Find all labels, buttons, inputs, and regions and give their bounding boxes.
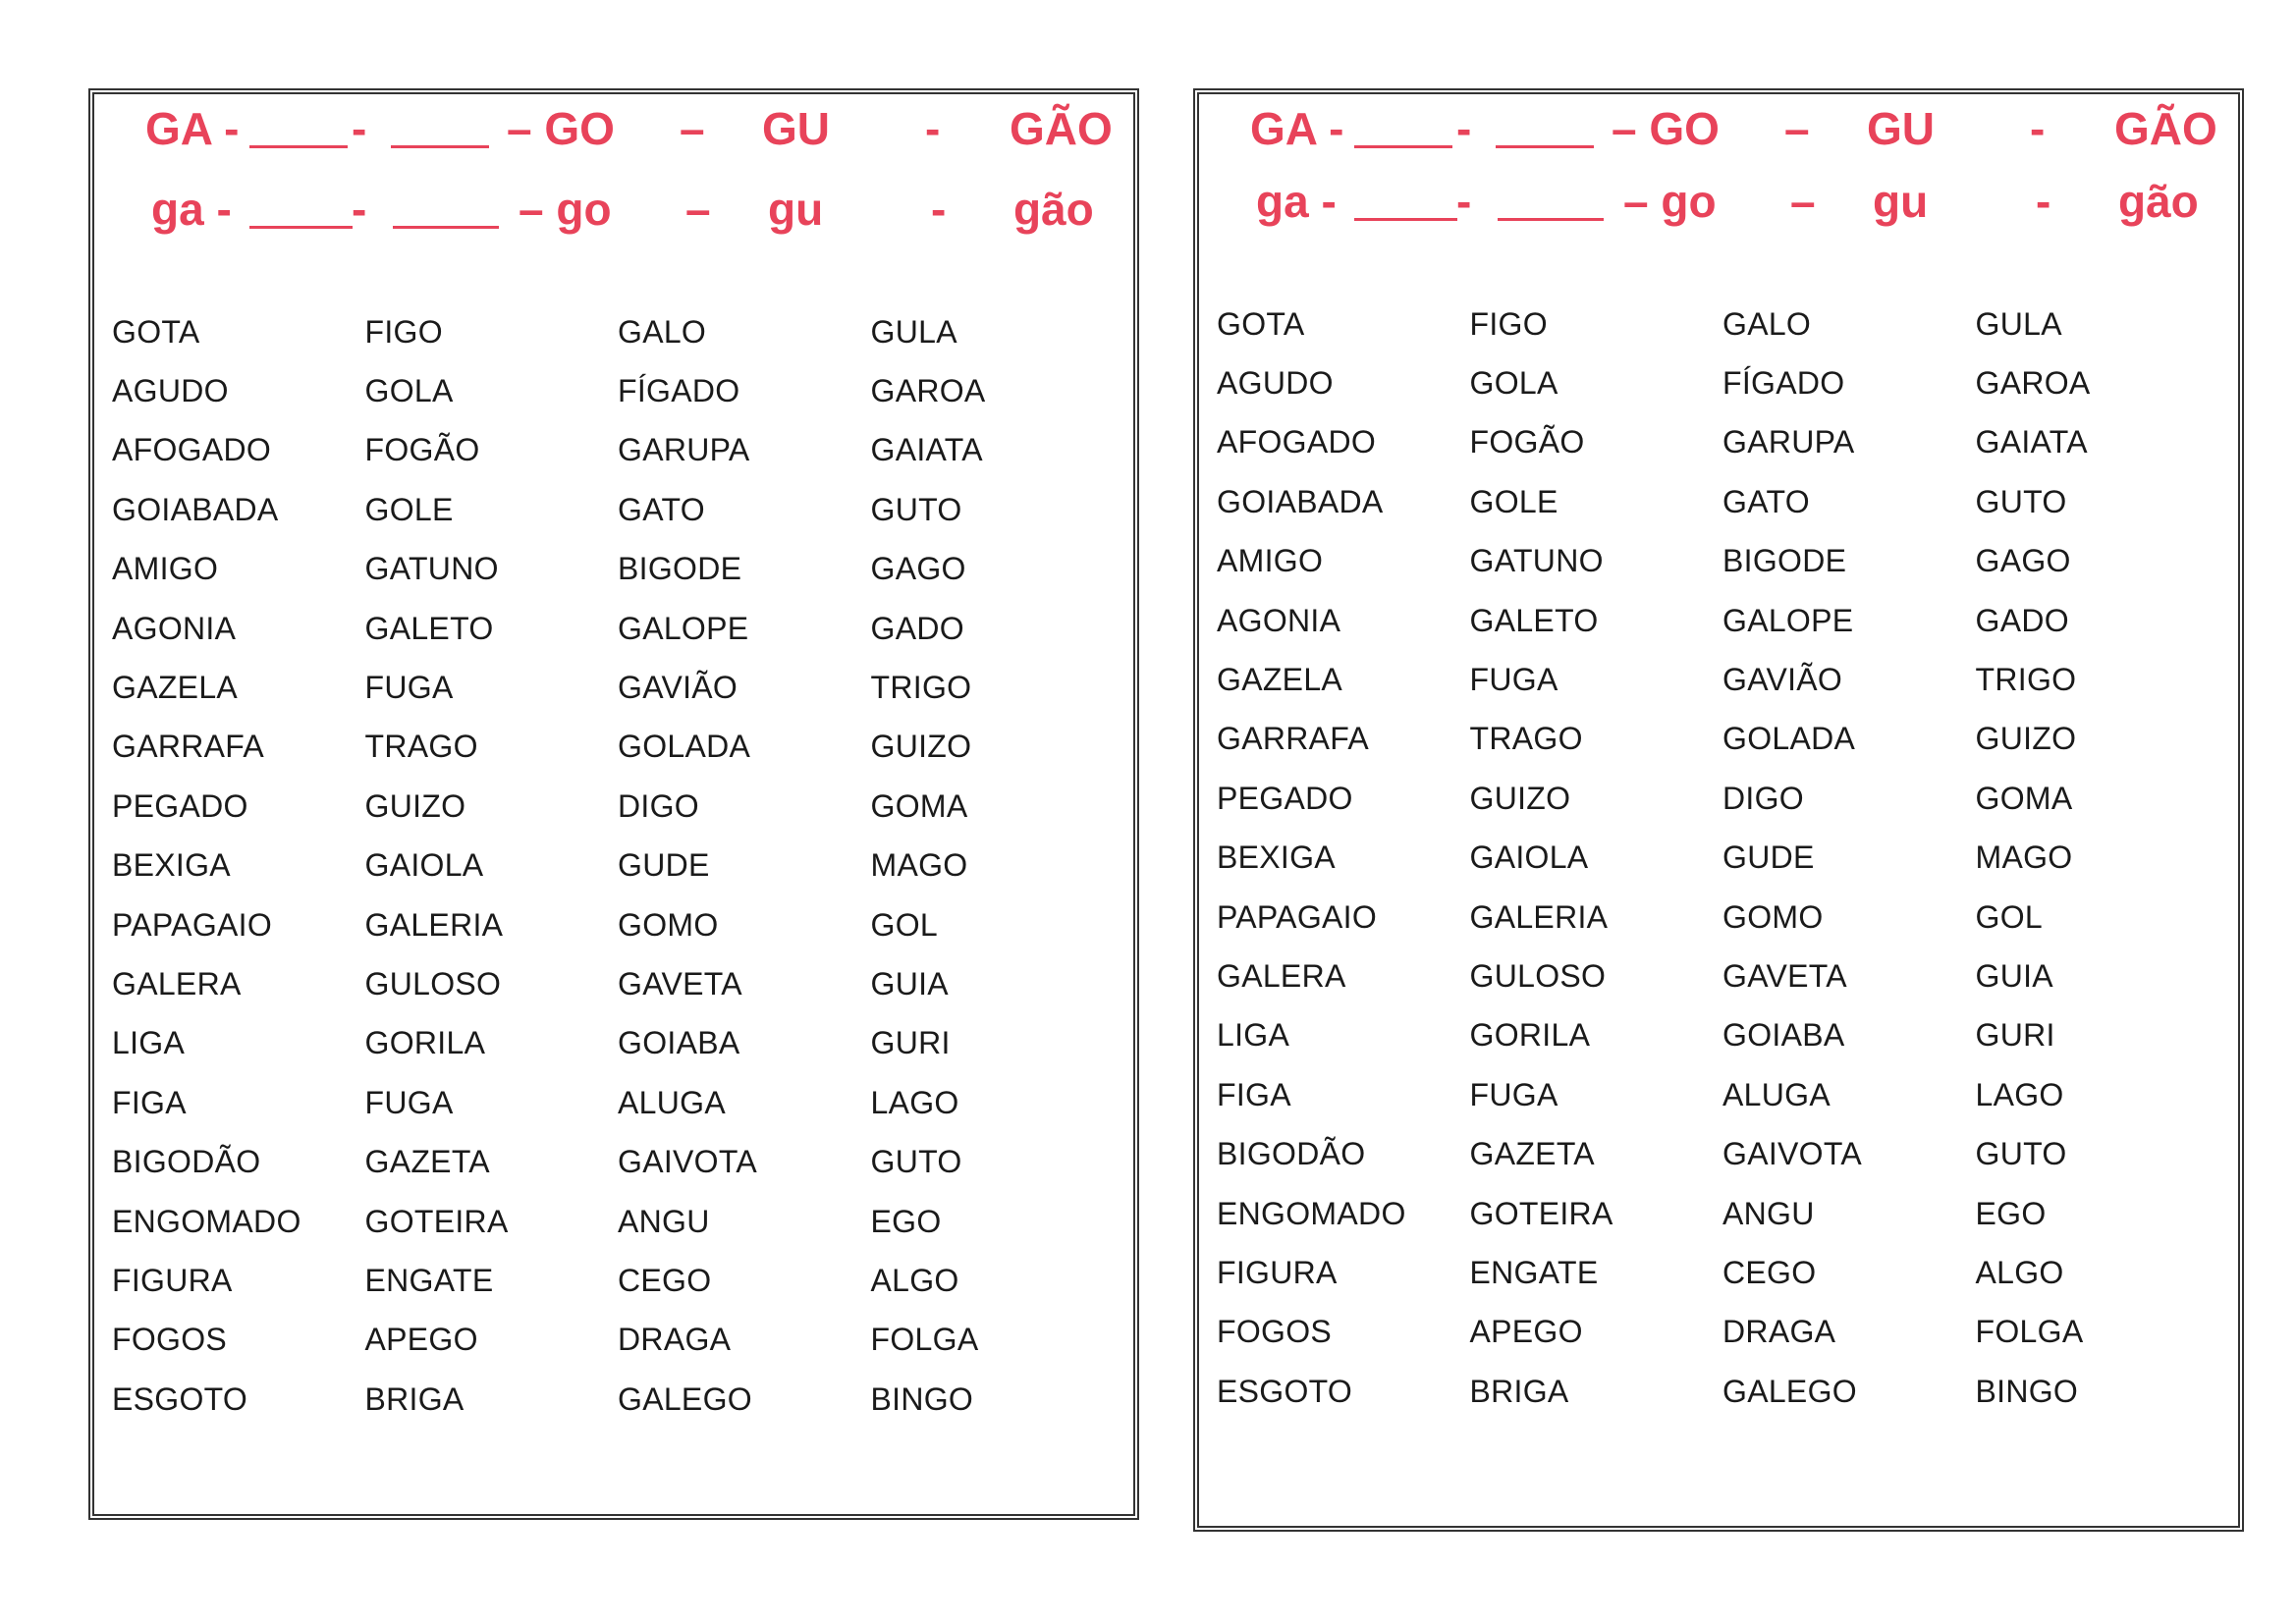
word-row (1217, 888, 2228, 947)
header-syllable-ga: ga - (1256, 176, 1337, 227)
word: FIGO (364, 313, 443, 350)
word: GARUPA (618, 432, 750, 468)
word-row (1217, 1362, 2228, 1421)
word-row (1217, 710, 2228, 769)
word: GAIATA (1975, 424, 2088, 460)
word: GALEGO (1722, 1373, 1857, 1409)
word: AGONIA (112, 610, 237, 646)
word: LAGO (1975, 1076, 2064, 1112)
header-syllable-ga: ga - (151, 184, 232, 235)
word: GATO (618, 491, 705, 527)
word: BINGO (1975, 1373, 2079, 1409)
word: GAIOLA (1469, 839, 1589, 876)
word: GATUNO (364, 551, 499, 587)
word-row (112, 1192, 1123, 1251)
word: FUGA (1469, 662, 1558, 698)
word: MAGO (870, 847, 968, 884)
word: GORILA (1469, 1017, 1591, 1054)
word: FIGURA (1217, 1254, 1338, 1290)
word: GAZETA (364, 1144, 490, 1180)
word: BIGODE (1722, 543, 1847, 579)
word: FIGURA (112, 1262, 233, 1298)
word: GALETO (364, 610, 494, 646)
word: APEGO (364, 1322, 478, 1358)
word: BEXIGA (1217, 839, 1336, 876)
word-row (1217, 1006, 2228, 1065)
word: FOLGA (1975, 1314, 2084, 1350)
word-row (112, 658, 1123, 717)
word-row (1217, 1065, 2228, 1124)
word: CEGO (618, 1262, 712, 1298)
header-blank-1 (1354, 175, 1457, 232)
word: ESGOTO (112, 1380, 248, 1417)
word: BEXIGA (112, 847, 231, 884)
word: GULOSO (1469, 957, 1607, 994)
word: EGO (1975, 1195, 2047, 1231)
word: GULA (1975, 305, 2062, 342)
word: GULOSO (364, 965, 502, 1001)
word: GOLADA (1722, 721, 1856, 757)
word: ANGU (618, 1203, 710, 1239)
word: BRIGA (1469, 1373, 1569, 1409)
header-syllable-gao: gão (1013, 184, 1094, 235)
word: AGUDO (1217, 365, 1334, 402)
word: AFOGADO (1217, 424, 1377, 460)
word: GOIABA (1722, 1017, 1845, 1054)
word-row (112, 361, 1123, 420)
word: GAIVOTA (618, 1144, 757, 1180)
word: GAROA (870, 373, 986, 409)
word-row (1217, 1243, 2228, 1302)
word: GUTO (870, 491, 962, 527)
word-row (1217, 829, 2228, 888)
word: FOGOS (112, 1322, 228, 1358)
word-row (112, 1073, 1123, 1132)
word: GOMO (618, 906, 719, 943)
word: FÍGADO (1722, 365, 1845, 402)
header-blank-2 (391, 102, 489, 159)
word: EGO (870, 1203, 942, 1239)
word: TRAGO (364, 729, 478, 765)
word: FÍGADO (618, 373, 740, 409)
word: GALERA (112, 965, 242, 1001)
word: GOMO (1722, 898, 1824, 935)
word: DRAGA (1722, 1314, 1836, 1350)
word: BRIGA (364, 1380, 465, 1417)
word: GOMA (870, 787, 968, 824)
header-syllable-gao: GÃO (1010, 103, 1113, 154)
word: CEGO (1722, 1254, 1817, 1290)
word: ESGOTO (1217, 1373, 1353, 1409)
word: AMIGO (112, 551, 219, 587)
word: AGONIA (1217, 602, 1341, 638)
word-grid (1217, 295, 2228, 1421)
word-row (112, 777, 1123, 836)
word: APEGO (1469, 1314, 1583, 1350)
header-blank-2 (1498, 175, 1604, 232)
word: GOL (870, 906, 938, 943)
word-row (1217, 532, 2228, 591)
word: GUIZO (1469, 780, 1571, 816)
word: FUGA (364, 670, 454, 706)
header-dash: – (1790, 176, 1816, 227)
word: FIGO (1469, 305, 1548, 342)
word: GOIABADA (1217, 483, 1384, 519)
word: GAGO (1975, 543, 2071, 579)
header-blank-1 (1354, 102, 1452, 159)
header-syllable-gu: GU (762, 103, 830, 154)
word: ANGU (1722, 1195, 1815, 1231)
word: GOIABADA (112, 491, 279, 527)
word: BINGO (870, 1380, 974, 1417)
syllable-header-upper (134, 102, 1113, 161)
word: AMIGO (1217, 543, 1324, 579)
word: GARUPA (1722, 424, 1855, 460)
word: BIGODÃO (1217, 1136, 1366, 1172)
header-dash: - (352, 103, 367, 154)
word: GAROA (1975, 365, 2091, 402)
header-syllable-go: – go (519, 184, 612, 235)
word: ENGATE (1469, 1254, 1599, 1290)
word: GALOPE (1722, 602, 1854, 638)
header-dash: – (680, 103, 705, 154)
word: AGUDO (112, 373, 229, 409)
word-row (112, 302, 1123, 361)
word: GOLADA (618, 729, 751, 765)
word: DIGO (1722, 780, 1804, 816)
word-row (112, 1014, 1123, 1073)
word: PEGADO (112, 787, 248, 824)
word: GARRAFA (1217, 721, 1370, 757)
header-dash: - (2036, 176, 2051, 227)
word: PEGADO (1217, 780, 1353, 816)
word: GUIZO (364, 787, 466, 824)
word: GAVIÃO (618, 670, 738, 706)
worksheet-card-right (1193, 88, 2244, 1532)
word-row (1217, 1303, 2228, 1362)
word-row (112, 1132, 1123, 1191)
word: PAPAGAIO (1217, 898, 1378, 935)
word: GAIVOTA (1722, 1136, 1862, 1172)
word: GAVETA (618, 965, 742, 1001)
word: GALERIA (364, 906, 504, 943)
header-dash: - (925, 103, 941, 154)
word-row (112, 1311, 1123, 1370)
word: GURI (870, 1025, 951, 1061)
word: BIGODE (618, 551, 742, 587)
word: GAZELA (112, 670, 239, 706)
word-row (1217, 472, 2228, 531)
word: FUGA (1469, 1076, 1558, 1112)
word-grid (112, 302, 1123, 1429)
word: GOTEIRA (1469, 1195, 1613, 1231)
header-dash: - (352, 184, 367, 235)
word: GALO (1722, 305, 1812, 342)
word-row (112, 1370, 1123, 1429)
word: GAZELA (1217, 662, 1343, 698)
word: LIGA (112, 1025, 186, 1061)
word: LIGA (1217, 1017, 1290, 1054)
word-row (1217, 591, 2228, 650)
word: DIGO (618, 787, 699, 824)
word: GADO (870, 610, 964, 646)
word: GAIATA (870, 432, 983, 468)
word: GUIZO (870, 729, 972, 765)
word-row (112, 599, 1123, 658)
header-syllable-gu: GU (1867, 103, 1935, 154)
word: GURI (1975, 1017, 2055, 1054)
syllable-header-lower (1238, 175, 2199, 234)
word: GALETO (1469, 602, 1599, 638)
word: GOTA (1217, 305, 1305, 342)
header-syllable-go: – GO (1612, 103, 1720, 154)
word-row (112, 480, 1123, 539)
word: ALUGA (618, 1084, 726, 1120)
word-row (112, 540, 1123, 599)
word: GUDE (618, 847, 710, 884)
header-dash: – (685, 184, 711, 235)
word-row (112, 421, 1123, 480)
word: GUDE (1722, 839, 1815, 876)
word-row (112, 718, 1123, 777)
syllable-header-upper (1238, 102, 2217, 161)
header-blank-1 (249, 102, 348, 159)
word: GAVIÃO (1722, 662, 1843, 698)
word-row (112, 1251, 1123, 1310)
word: GAIOLA (364, 847, 484, 884)
header-syllable-gao: gão (2118, 176, 2199, 227)
word: GORILA (364, 1025, 486, 1061)
word: MAGO (1975, 839, 2073, 876)
word: ALUGA (1722, 1076, 1831, 1112)
word-row (1217, 769, 2228, 828)
word: FIGA (1217, 1076, 1291, 1112)
word: GULA (870, 313, 957, 350)
word: GUTO (1975, 483, 2067, 519)
word: GADO (1975, 602, 2069, 638)
header-syllable-gu: gu (1873, 176, 1929, 227)
word-row (1217, 1124, 2228, 1183)
word: GOLE (1469, 483, 1558, 519)
word: GATO (1722, 483, 1810, 519)
word: GUTO (870, 1144, 962, 1180)
syllable-header-lower (134, 183, 1094, 242)
word: GOLA (1469, 365, 1558, 402)
worksheet-card-left (88, 88, 1139, 1520)
word: ALGO (870, 1262, 959, 1298)
word: PAPAGAIO (112, 906, 273, 943)
word: GARRAFA (112, 729, 265, 765)
word: GOL (1975, 898, 2043, 935)
word: FIGA (112, 1084, 187, 1120)
word: TRIGO (1975, 662, 2077, 698)
word: GUTO (1975, 1136, 2067, 1172)
word-row (112, 895, 1123, 954)
word: GUIA (870, 965, 949, 1001)
word: FOGÃO (364, 432, 480, 468)
word-row (1217, 947, 2228, 1005)
word: ALGO (1975, 1254, 2064, 1290)
word: TRAGO (1469, 721, 1583, 757)
word: GAZETA (1469, 1136, 1595, 1172)
word: LAGO (870, 1084, 959, 1120)
word: GOTA (112, 313, 200, 350)
header-dash: – (1784, 103, 1810, 154)
header-dash: - (2030, 103, 2046, 154)
header-syllable-ga: GA - (1250, 103, 1344, 154)
word: DRAGA (618, 1322, 732, 1358)
word: GAVETA (1722, 957, 1847, 994)
header-dash: - (931, 184, 947, 235)
word: ENGATE (364, 1262, 494, 1298)
header-blank-2 (1496, 102, 1594, 159)
word: GOLA (364, 373, 454, 409)
word: ENGOMADO (112, 1203, 301, 1239)
word-row (1217, 650, 2228, 709)
word: GOMA (1975, 780, 2073, 816)
header-syllable-go: – GO (507, 103, 615, 154)
header-syllable-ga: GA - (145, 103, 240, 154)
word-row (112, 837, 1123, 895)
header-syllable-gao: GÃO (2114, 103, 2217, 154)
header-syllable-go: – go (1623, 176, 1717, 227)
header-dash: - (1456, 103, 1472, 154)
word: GATUNO (1469, 543, 1604, 579)
word: GUIZO (1975, 721, 2077, 757)
word: BIGODÃO (112, 1144, 261, 1180)
word: ENGOMADO (1217, 1195, 1406, 1231)
word: GOLE (364, 491, 454, 527)
word: FUGA (364, 1084, 454, 1120)
header-syllable-gu: gu (768, 184, 824, 235)
word-row (112, 954, 1123, 1013)
word: GOTEIRA (364, 1203, 509, 1239)
word: GALO (618, 313, 707, 350)
word-row (1217, 413, 2228, 472)
word: GALEGO (618, 1380, 752, 1417)
word: GALERA (1217, 957, 1346, 994)
header-blank-2 (393, 183, 499, 240)
word-row (1217, 353, 2228, 412)
word: GALERIA (1469, 898, 1609, 935)
header-dash: - (1456, 176, 1472, 227)
word: GAGO (870, 551, 966, 587)
header-blank-1 (249, 183, 353, 240)
word: TRIGO (870, 670, 972, 706)
word: FOLGA (870, 1322, 979, 1358)
word: FOGOS (1217, 1314, 1333, 1350)
word: AFOGADO (112, 432, 272, 468)
word: FOGÃO (1469, 424, 1585, 460)
word-row (1217, 1184, 2228, 1243)
word-row (1217, 295, 2228, 353)
word: GUIA (1975, 957, 2053, 994)
word: GOIABA (618, 1025, 740, 1061)
word: GALOPE (618, 610, 749, 646)
